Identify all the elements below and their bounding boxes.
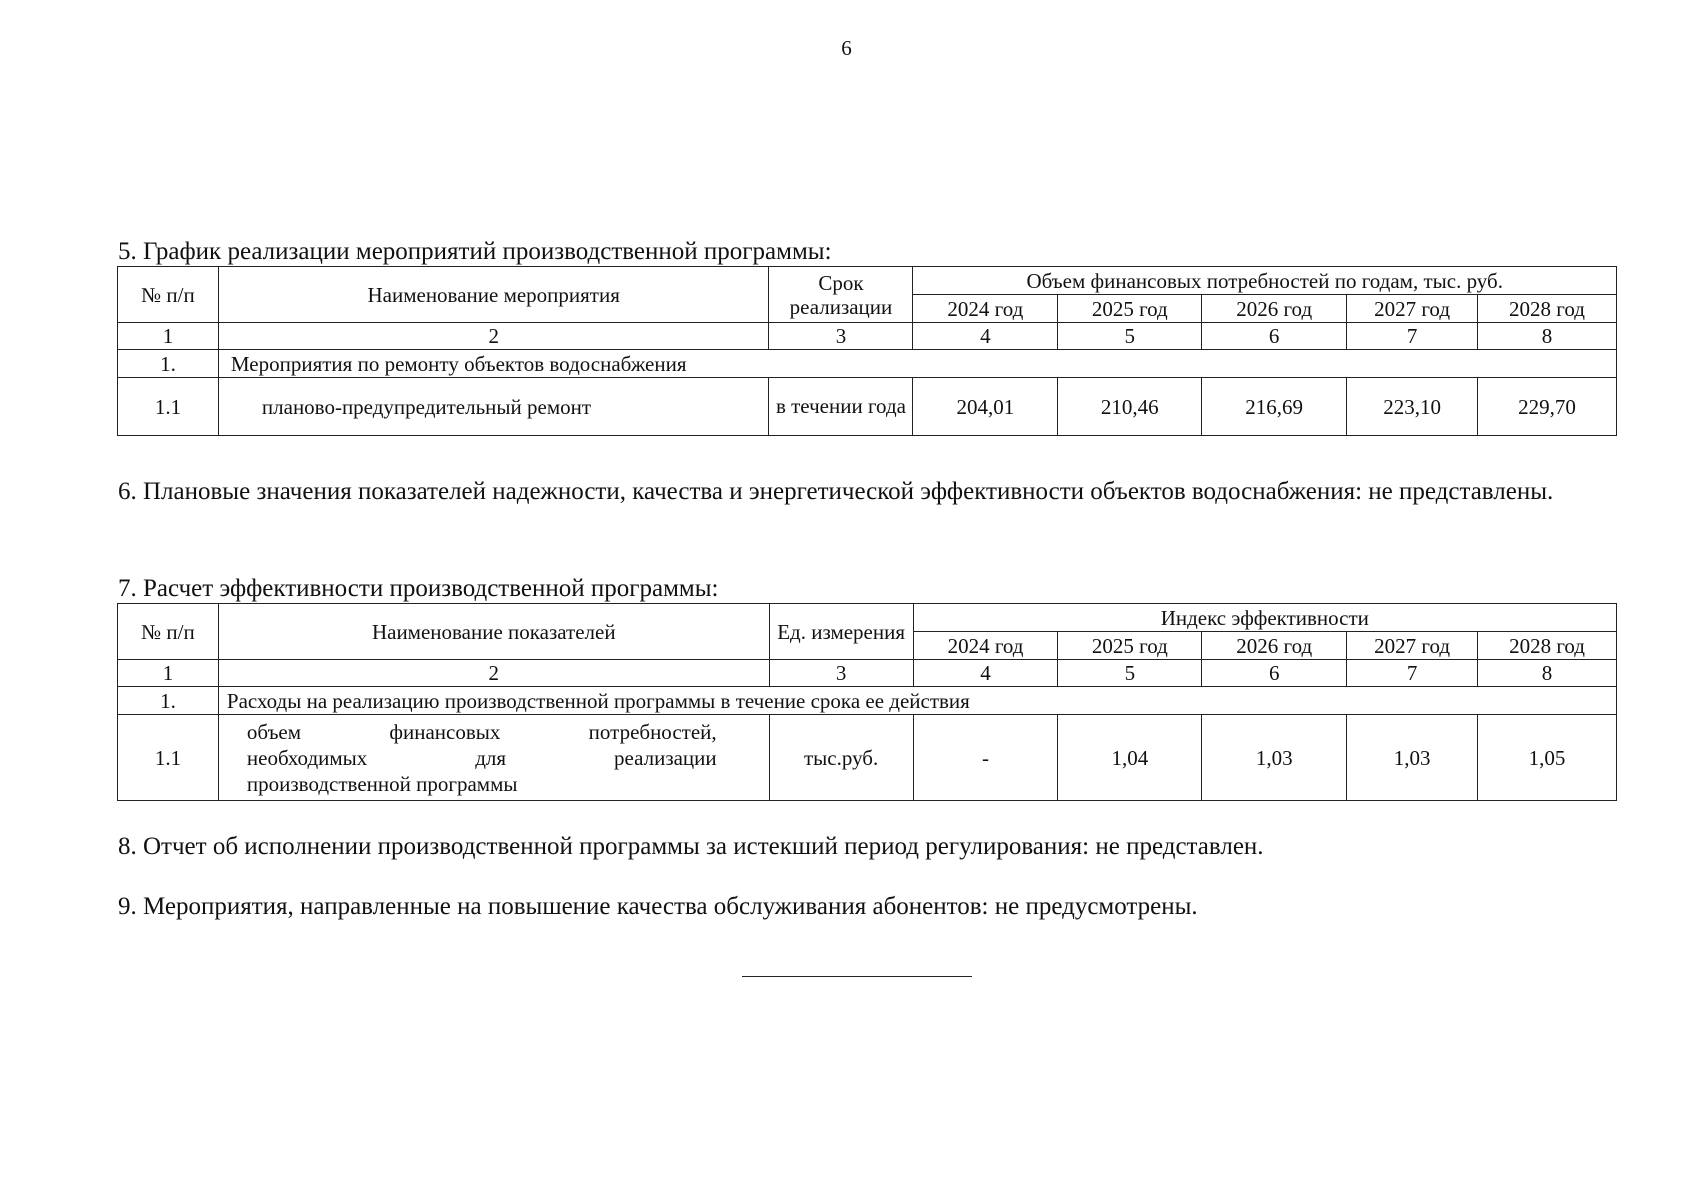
header-num: № п/п (118, 267, 219, 323)
item-num: 1.1 (118, 378, 219, 436)
item-value: 1,03 (1202, 715, 1347, 801)
header-year: 2027 год (1347, 632, 1478, 660)
item-name: планово-предупредительный ремонт (218, 378, 769, 436)
header-name: Наименование показателей (218, 604, 769, 660)
section9-text: 9. Мероприятия, направленные на повышение качества обслуживания абонентов: не предусмотрены. (118, 893, 1198, 920)
schedule-table (117, 266, 1617, 436)
header-finance-group: Объем финансовых потребностей по годам, тыс. руб. (913, 267, 1617, 295)
column-index: 2 (218, 660, 769, 687)
header-index-group: Индекс эффективности (913, 604, 1616, 632)
word: финансовых (389, 719, 501, 744)
column-index: 1 (118, 660, 219, 687)
column-index: 8 (1478, 660, 1617, 687)
word: реализации (614, 745, 717, 770)
word: для (475, 745, 507, 770)
item-name (218, 715, 769, 801)
section6-text: 6. Плановые значения показателей надежности, качества и энергетической эффективности объектов водоснабжения: не представлены. (118, 478, 1554, 505)
item-num: 1.1 (118, 715, 219, 801)
column-index: 4 (913, 660, 1058, 687)
column-index: 2 (218, 323, 769, 350)
header-year: 2027 год (1347, 295, 1478, 323)
column-index: 3 (769, 323, 913, 350)
group-row-label: Мероприятия по ремонту объектов водоснабжения (218, 350, 1616, 378)
group-row-num: 1. (118, 350, 219, 378)
section7-title: 7. Расчет эффективности производственной программы: (118, 575, 719, 602)
header-year: 2024 год (913, 632, 1058, 660)
item-term: в течении года (769, 378, 913, 436)
header-name: Наименование мероприятия (218, 267, 769, 323)
header-year: 2026 год (1202, 295, 1347, 323)
column-index: 4 (913, 323, 1058, 350)
efficiency-table (117, 603, 1617, 801)
column-index: 3 (769, 660, 913, 687)
word: объем (246, 719, 302, 744)
header-year: 2025 год (1058, 632, 1202, 660)
header-year: 2025 год (1058, 295, 1202, 323)
column-index: 5 (1058, 660, 1202, 687)
word: производственной программы (246, 771, 518, 796)
column-index: 1 (118, 323, 219, 350)
header-year: 2024 год (913, 295, 1058, 323)
header-term: Срок реализации (769, 267, 913, 323)
header-year: 2028 год (1478, 295, 1617, 323)
column-index: 8 (1478, 323, 1617, 350)
header-year: 2028 год (1478, 632, 1617, 660)
item-name-line (247, 745, 717, 771)
item-value: 1,05 (1478, 715, 1617, 801)
closing-rule (742, 976, 972, 977)
item-value: 204,01 (913, 378, 1058, 436)
item-value: - (913, 715, 1058, 801)
item-value: 1,04 (1058, 715, 1202, 801)
word: необходимых (246, 745, 368, 770)
group-row-label: Расходы на реализацию производственной программы в течение срока ее действия (218, 687, 1616, 715)
item-value: 210,46 (1058, 378, 1202, 436)
page-number: 6 (841, 36, 852, 60)
item-value: 216,69 (1202, 378, 1347, 436)
column-index: 5 (1058, 323, 1202, 350)
section5-title: 5. График реализации мероприятий производственной программы: (118, 238, 832, 265)
item-name-line (247, 719, 717, 745)
word: потребностей, (588, 719, 717, 744)
header-num: № п/п (118, 604, 219, 660)
item-value: 229,70 (1478, 378, 1617, 436)
column-index: 7 (1347, 660, 1478, 687)
header-unit: Ед. измерения (769, 604, 913, 660)
column-index: 6 (1202, 660, 1347, 687)
item-value: 223,10 (1347, 378, 1478, 436)
column-index: 7 (1347, 323, 1478, 350)
header-year: 2026 год (1202, 632, 1347, 660)
item-name-line (247, 771, 717, 797)
item-unit: тыс.руб. (769, 715, 913, 801)
column-index: 6 (1202, 323, 1347, 350)
item-value: 1,03 (1347, 715, 1478, 801)
group-row-num: 1. (118, 687, 219, 715)
section8-text: 8. Отчет об исполнении производственной программы за истекший период регулирования: не представлен. (118, 833, 1264, 860)
